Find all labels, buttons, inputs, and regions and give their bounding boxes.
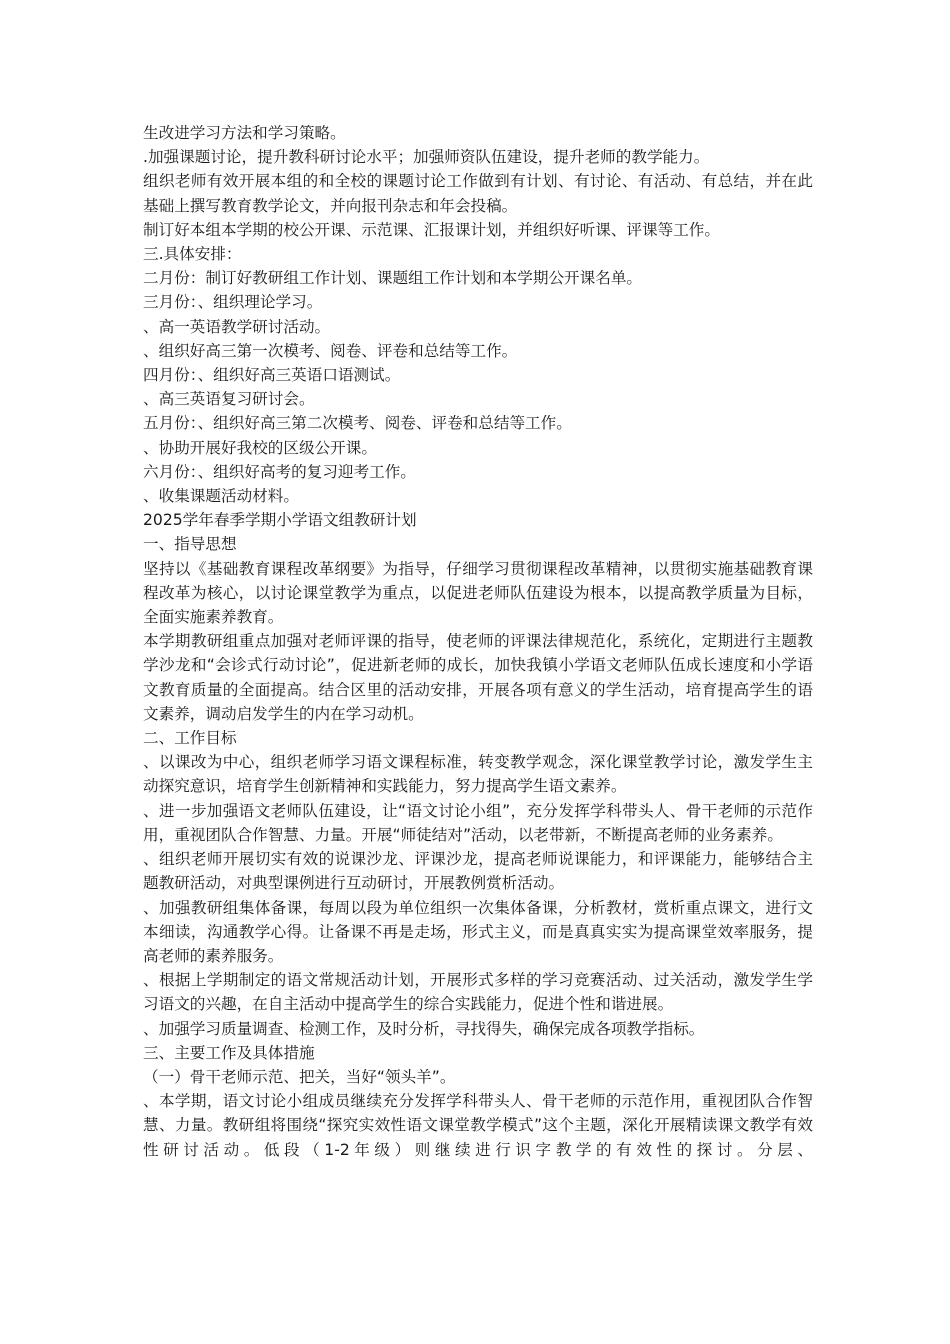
- paragraph: 、加强教研组集体备课，每周以段为单位组织一次集体备课，分析教材，赏析重点课文，进行文本细读，沟通教学心得。让备课不再是走场，形式主义，而是真真实实为提高课堂效率服务，提高老师的素养服务。: [143, 898, 813, 965]
- paragraph: 、收集课题活动材料。: [143, 487, 299, 506]
- section-heading: 三、主要工作及具体措施: [143, 1043, 315, 1062]
- paragraph: 、组织老师开展切实有效的说课沙龙、评课沙龙，提高老师说课能力，和评课能力，能够结合主题教研活动，对典型课例进行互动研讨，开展教例赏析活动。: [143, 850, 813, 893]
- paragraph: 、高三英语复习研讨会。: [143, 390, 315, 409]
- paragraph: 、根据上学期制定的语文常规活动计划，开展形式多样的学习竞赛活动、过关活动，激发学生学习语文的兴趣，在自主活动中提高学生的综合实践能力，促进个性和谐进展。: [143, 971, 813, 1014]
- section-heading: 三.具体安排：: [143, 245, 242, 264]
- paragraph: 、高一英语教学研讨活动。: [143, 317, 331, 336]
- section-heading: 一、指导思想: [143, 535, 237, 554]
- paragraph: .加强课题讨论，提升教科研讨论水平；加强师资队伍建设，提升老师的教学能力。: [143, 148, 710, 167]
- paragraph: 本学期教研组重点加强对老师评课的指导，使老师的评课法律规范化，系统化，定期进行主题教学沙龙和“会诊式行动讨论”，促进新老师的成长，加快我镇小学语文老师队伍成长速度和小学语文教育质量的全面提高。结合区里的活动安排，开展各项有意义的学生活动，培育提高学生的语文素养，调动启发学生的内在学习动机。: [143, 632, 813, 723]
- paragraph: 组织老师有效开展本组的和全校的课题讨论工作做到有计划、有讨论、有活动、有总结，并在此基础上撰写教育教学论文，并向报刊杂志和年会投稿。: [143, 172, 813, 215]
- paragraph: 、组织好高三第一次模考、阅卷、评卷和总结等工作。: [143, 341, 518, 360]
- document-title: 2025学年春季学期小学语文组教研计划: [143, 511, 417, 530]
- paragraph: 坚持以《基础教育课程改革纲要》为指导，仔细学习贯彻课程改革精神，以贯彻实施基础教育课程改革为核心，以讨论课堂教学为重点，以促进老师队伍建设为根本，以提高教学质量为目标，全面实施素养教育。: [143, 559, 813, 627]
- document-body: [143, 121, 813, 1159]
- paragraph: 、加强学习质量调查、检测工作，及时分析，寻找得失，确保完成各项教学指标。: [143, 1019, 705, 1038]
- subsection-heading: （一）骨干老师示范、把关，当好“领头羊”。: [143, 1067, 456, 1086]
- paragraph: 、协助开展好我校的区级公开课。: [143, 438, 377, 457]
- paragraph: 三月份：、组织理论学习。: [143, 293, 323, 312]
- paragraph: 六月份：、组织好高考的复习迎考工作。: [143, 462, 416, 481]
- paragraph: 、本学期，语文讨论小组成员继续充分发挥学科带头人、骨干老师的示范作用，重视团队合作智慧、力量。教研组将围绕“探究实效性语文课堂教学模式”这个主题，深化开展精读课文教学有效性研讨活动。低段（1-2年级）则继续进行识字教学的有效性的探讨。分层、: [143, 1092, 813, 1159]
- section-heading: 二、工作目标: [143, 729, 237, 748]
- paragraph: 五月份：、组织好高三第二次模考、阅卷、评卷和总结等工作。: [143, 414, 572, 433]
- paragraph: 、进一步加强语文老师队伍建设，让“语文讨论小组”，充分发挥学科带头人、骨干老师的示范作用，重视团队合作智慧、力量。开展“师徒结对”活动，以老带新，不断提高老师的业务素养。: [143, 801, 813, 844]
- paragraph: 生改进学习方法和学习策略。: [143, 124, 346, 142]
- paragraph: 二月份：制订好教研组工作计划、课题组工作计划和本学期公开课名单。: [143, 269, 643, 288]
- paragraph: 制订好本组本学期的校公开课、示范课、汇报课计划，并组织好听课、评课等工作。: [143, 220, 720, 239]
- paragraph: 、以课改为中心，组织老师学习语文课程标准，转变教学观念，深化课堂教学讨论，激发学生主动探究意识，培育学生创新精神和实践能力，努力提高学生语文素养。: [143, 753, 813, 796]
- paragraph: 四月份：、组织好高三英语口语测试。: [143, 366, 401, 385]
